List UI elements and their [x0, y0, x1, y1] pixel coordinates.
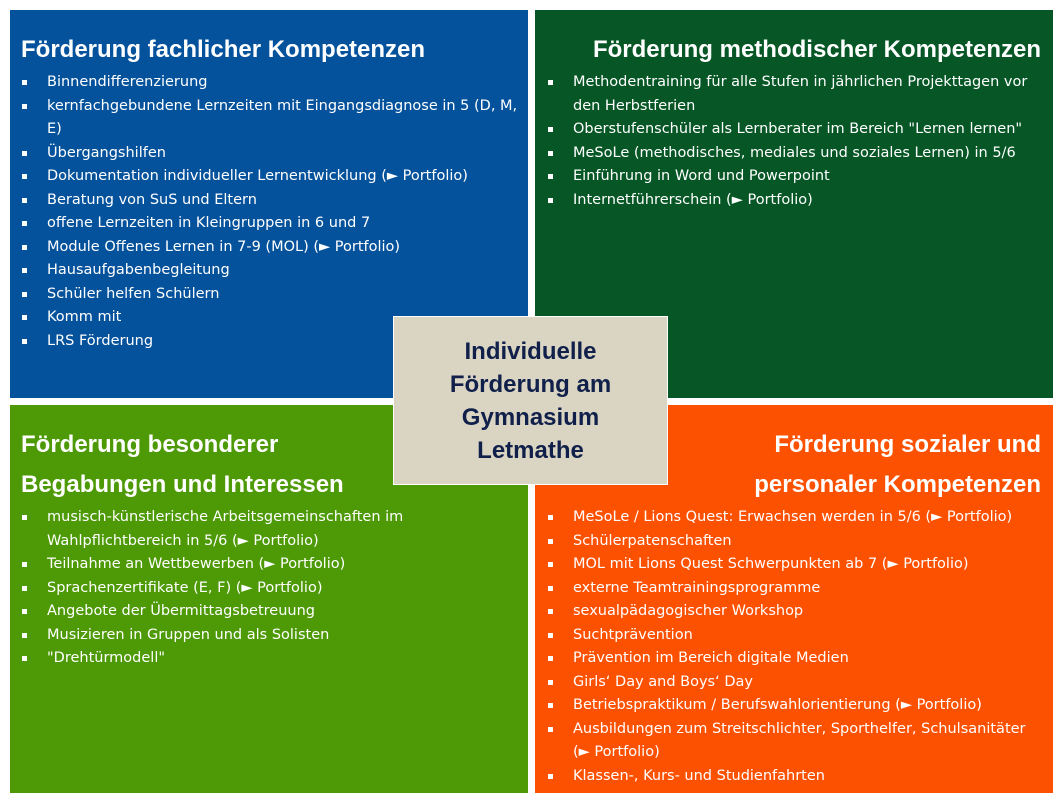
- list-item: Ausbildungen zum Streitschlichter, Sporthelfer, Schulsanitäter (► Portfolio): [547, 718, 1042, 765]
- list-item: Betriebspraktikum / Berufswahlorientierung (► Portfolio): [547, 694, 1042, 718]
- list-item: Module Offenes Lernen in 7-9 (MOL) (► Portfolio): [21, 236, 521, 260]
- list-item: Einführung in Word und Powerpoint: [547, 165, 1042, 189]
- list-item: Sprachenzertifikate (E, F) (► Portfolio): [21, 577, 521, 601]
- list-item: Übergangshilfen: [21, 142, 521, 166]
- list-item: musisch-künstlerische Arbeitsgemeinschaften im Wahlpflichtbereich in 5/6 (► Portfolio): [21, 506, 521, 553]
- list-item: Binnendifferenzierung: [21, 71, 521, 95]
- list-item: MeSoLe / Lions Quest: Erwachsen werden in 5/6 (► Portfolio): [547, 506, 1042, 530]
- list-item: sexualpädagogischer Workshop: [547, 600, 1042, 624]
- quadrant-title: Förderung methodischer Kompetenzen: [592, 36, 1041, 63]
- list-item: Musizieren in Gruppen und als Solisten: [21, 624, 521, 648]
- list-item: Komm mit: [21, 306, 521, 330]
- list-item: Beratung von SuS und Eltern: [21, 189, 521, 213]
- list-item: Methodentraining für alle Stufen in jährlichen Projekttagen vor den Herbstferien: [547, 71, 1042, 118]
- quadrant-title-line: Förderung sozialer und: [774, 431, 1041, 458]
- center-box: [393, 316, 668, 485]
- quadrant-title: [21, 425, 344, 505]
- list-item: Oberstufenschüler als Lernberater im Bereich "Lernen lernen": [547, 118, 1042, 142]
- list-item: offene Lernzeiten in Kleingruppen in 6 und 7: [21, 212, 521, 236]
- list-item: Klassen-, Kurs- und Studienfahrten: [547, 765, 1042, 789]
- quadrant-title: [754, 425, 1041, 505]
- list-item: MeSoLe (methodisches, mediales und soziales Lernen) in 5/6: [547, 142, 1042, 166]
- item-list: [547, 71, 1042, 212]
- item-list: [21, 71, 521, 353]
- list-item: Schülerpatenschaften: [547, 530, 1042, 554]
- item-list: [547, 506, 1042, 788]
- list-item: Hausaufgabenbegleitung: [21, 259, 521, 283]
- list-item: externe Teamtrainingsprogramme: [547, 577, 1042, 601]
- list-item: Internetführerschein (► Portfolio): [547, 189, 1042, 213]
- list-item: Girls‘ Day and Boys‘ Day: [547, 671, 1042, 695]
- list-item: Dokumentation individueller Lernentwicklung (► Portfolio): [21, 165, 521, 189]
- list-item: "Drehtürmodell": [21, 647, 521, 671]
- list-item: MOL mit Lions Quest Schwerpunkten ab 7 (► Portfolio): [547, 553, 1042, 577]
- list-item: Schüler helfen Schülern: [21, 283, 521, 307]
- quadrant-title-line: Förderung besonderer: [21, 431, 279, 458]
- quadrant-title-line: Begabungen und Interessen: [21, 471, 344, 498]
- list-item: kernfachgebundene Lernzeiten mit Eingangsdiagnose in 5 (D, M, E): [21, 95, 521, 142]
- list-item: Suchtprävention: [547, 624, 1042, 648]
- item-list: [21, 506, 521, 671]
- list-item: Angebote der Übermittagsbetreuung: [21, 600, 521, 624]
- list-item: Teilnahme an Wettbewerben (► Portfolio): [21, 553, 521, 577]
- list-item: LRS Förderung: [21, 330, 521, 354]
- quadrant-title: Förderung fachlicher Kompetenzen: [21, 36, 426, 63]
- center-title: Individuelle Förderung am Gymnasium Letmathe: [449, 337, 612, 464]
- quadrant-title-line: personaler Kompetenzen: [754, 471, 1041, 498]
- list-item: Prävention im Bereich digitale Medien: [547, 647, 1042, 671]
